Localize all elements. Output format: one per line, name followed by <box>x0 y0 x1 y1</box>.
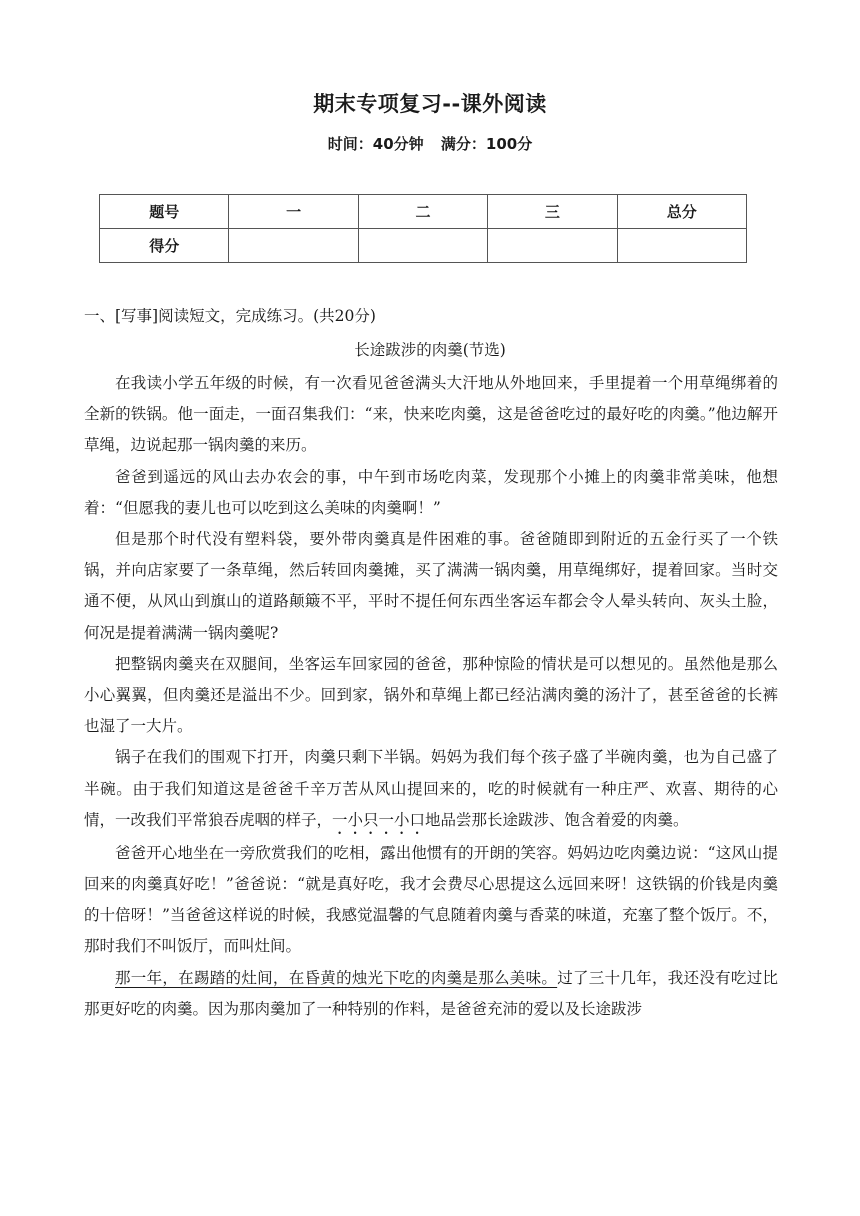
page-title: 期末专项复习--课外阅读 <box>313 92 547 116</box>
time-limit: 时间：40分钟 <box>327 135 424 153</box>
paragraph-6: 爸爸开心地坐在一旁欣赏我们的吃相，露出他惯有的开朗的笑容。妈妈边吃肉羹边说：“这风山提回来的肉羹真好吃！”爸爸说：“就是真好吃，我才会费尽心思提这么远回来呀！这铁锅的价钱是肉羹的十倍呀！”当爸爸这样说的时候，我感觉温馨的气息随着肉羹与香菜的味道，充塞了整个饭厅。不，那时我们不叫饭厅，而叫灶间。 <box>84 843 778 956</box>
paragraph-7 <box>84 963 778 1025</box>
paragraph-5-text-b: 地品尝那长途跋涉、饱含着爱的肉羹。 <box>425 810 689 829</box>
score-table-score-row <box>100 229 747 263</box>
essay-body <box>84 368 778 1025</box>
score-cell-section-1[interactable] <box>229 229 358 263</box>
paragraph-3: 但是那个时代没有塑料袋，要外带肉羹真是件困难的事。爸爸随即到附近的五金行买了一个铁锅，并向店家要了一条草绳，然后转回肉羹摊，买了满满一锅肉羹，用草绳绑好，提着回家。当时交通不便，从风山到旗山的道路颠簸不平，平时不提任何东西坐客运车都会令人晕头转向、灰头土脸，何况是提着满满一锅肉羹呢? <box>84 530 778 642</box>
full-score: 满分：100分 <box>440 135 533 153</box>
header-cell-section-3: 三 <box>488 195 617 229</box>
paragraph-7-text: 过了三十几年，我还没有吃过比那更好吃的肉羹。因为那肉羹加了一种特别的作料，是爸爸充沛的爱以及长途跋涉 <box>84 968 778 1018</box>
paragraph-4: 把整锅肉羹夹在双腿间，坐客运车回家园的爸爸，那种惊险的情状是可以想见的。虽然他是那么小心翼翼，但肉羹还是溢出不少。回到家，锅外和草绳上都已经沾满肉羹的汤汁了，甚至爸爸的长裤也湿了一大片。 <box>84 654 778 736</box>
header-cell-total: 总分 <box>617 195 746 229</box>
score-cell-total[interactable] <box>617 229 746 263</box>
header-cell-section-2: 二 <box>358 195 487 229</box>
score-table <box>99 194 747 263</box>
underlined-sentence: 那一年，在踢踏的灶间，在昏黄的烛光下吃的肉羹是那么美味。 <box>115 968 558 987</box>
essay-title: 长途跋涉的肉羹(节选) <box>354 341 506 359</box>
dotted-phrase: 一小只一小口 <box>332 810 426 829</box>
score-row-label: 得分 <box>100 229 229 263</box>
score-table-header-row <box>100 195 747 229</box>
paragraph-2: 爸爸到遥远的风山去办农会的事，中午到市场吃肉菜，发现那个小摊上的肉羹非常美味，他想着：“但愿我的妻儿也可以吃到这么美味的肉羹啊！” <box>84 467 778 517</box>
paragraph-5-text-a: 锅子在我们的围观下打开，肉羹只剩下半锅。妈妈为我们每个孩子盛了半碗肉羹，也为自己盛了半碗。由于我们知道这是爸爸千辛万苦从风山提回来的，吃的时候就有一种庄严、欢喜、期待的心情，一改我们平常狼吞虎咽的样子， <box>84 748 778 829</box>
header-cell-section-1: 一 <box>229 195 358 229</box>
score-cell-section-2[interactable] <box>358 229 487 263</box>
paragraph-1: 在我读小学五年级的时候，有一次看见爸爸满头大汗地从外地回来，手里提着一个用草绳绑着的全新的铁锅。他一面走，一面召集我们：“来，快来吃肉羹，这是爸爸吃过的最好吃的肉羹。”他边解开草绳，边说起那一锅肉羹的来历。 <box>84 374 778 455</box>
header-cell-question-number: 题号 <box>100 195 229 229</box>
exam-info <box>0 133 860 154</box>
section-heading: 一、[写事]阅读短文，完成练习。(共20分) <box>84 307 376 325</box>
paragraph-5 <box>84 742 778 837</box>
score-cell-section-3[interactable] <box>488 229 617 263</box>
